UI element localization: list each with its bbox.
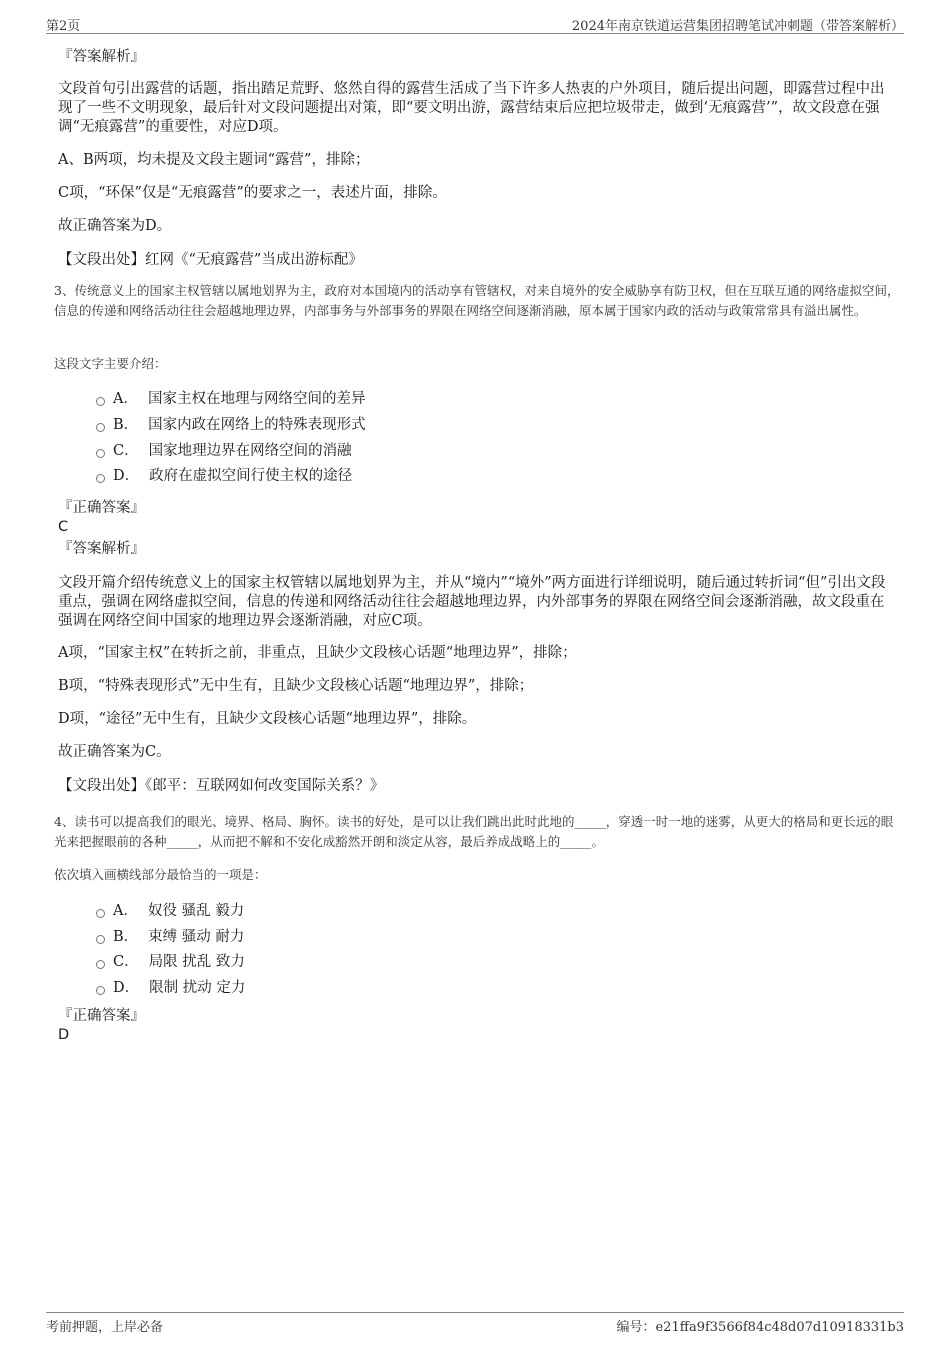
q3-prompt: 这段文字主要介绍： [54, 356, 167, 371]
q3-option-a[interactable] [96, 389, 365, 409]
q3-question: 3、传统意义上的国家主权管辖以属地划界为主，政府对本国境内的活动享有管辖权，对来自境外的安全威胁享有防卫权，但在互联互通的网络虚拟空间，信息的传递和网络活动往往会超越地理边界，内部事务与外部事务的界限在网络空间逐渐消融，原本属于国家内政的活动与政策常常具有溢出属性。 [54, 283, 900, 318]
radio-button-icon[interactable] [96, 474, 105, 483]
page-footer [46, 1312, 904, 1335]
option-text: 国家内政在网络上的特殊表现形式 [148, 417, 366, 433]
q3-conclusion: 故正确答案为C。 [58, 744, 171, 760]
q4-answer: D [58, 1027, 70, 1043]
option-text: 束缚 骚动 耐力 [148, 929, 245, 945]
q4-option-b[interactable] [96, 927, 244, 947]
q3-source: 【文段出处】《郎平：互联网如何改变国际关系？》 [58, 778, 385, 794]
radio-button-icon[interactable] [96, 449, 105, 458]
page-number: 第2页 [46, 19, 81, 34]
q3-option-d[interactable] [96, 466, 352, 486]
option-letter: B． [113, 417, 139, 433]
option-letter: B． [113, 929, 139, 945]
page-header [46, 13, 904, 34]
option-text: 政府在虚拟空间行使主权的途径 [149, 468, 353, 484]
q2-analysis-c: C项，“环保”仅是“无痕露营”的要求之一，表述片面，排除。 [58, 185, 447, 201]
q4-prompt: 依次填入画横线部分最恰当的一项是： [54, 867, 267, 882]
q4-option-d[interactable] [96, 978, 245, 998]
option-text: 奴役 骚乱 毅力 [147, 903, 245, 919]
option-text: 国家主权在地理与网络空间的差异 [147, 391, 366, 407]
document-title: 2024年南京铁道运营集团招聘笔试冲刺题（带答案解析） [571, 19, 904, 34]
radio-button-icon[interactable] [96, 986, 105, 995]
radio-button-icon[interactable] [96, 935, 105, 944]
option-text: 局限 扰乱 致力 [148, 954, 245, 970]
q3-option-b[interactable] [96, 415, 366, 435]
q3-analysis-b: B项，“特殊表现形式”无中生有，且缺少文段核心话题“地理边界”，排除； [58, 678, 534, 694]
q3-analysis-label: 『答案解析』 [58, 541, 145, 557]
option-letter: D． [113, 468, 140, 484]
option-letter: C． [113, 443, 139, 459]
radio-button-icon[interactable] [96, 397, 105, 406]
option-letter: A． [113, 903, 138, 919]
q3-answer-label: 『正确答案』 [58, 500, 145, 516]
option-letter: C． [113, 954, 139, 970]
radio-button-icon[interactable] [96, 423, 105, 432]
q4-answer-label: 『正确答案』 [58, 1008, 145, 1024]
q2-analysis-ab: A、B两项，均未提及文段主题词“露营”，排除； [58, 152, 370, 168]
radio-button-icon[interactable] [96, 909, 105, 918]
footer-slogan: 考前押题，上岸必备 [46, 1320, 164, 1335]
option-letter: A． [113, 391, 138, 407]
option-letter: D． [113, 980, 140, 996]
q2-analysis-label: 『答案解析』 [58, 49, 145, 65]
q3-answer: C [58, 519, 69, 535]
q2-analysis: 文段首句引出露营的话题，指出踏足荒野、悠然自得的露营生活成了当下许多人热衷的户外项目，随后提出问题，即露营过程中出现了一些不文明现象，最后针对文段问题提出对策，即“要文明出游，露营结束后应把垃圾带走，做到‘无痕露营’”，故文段意在强调“无痕露营”的重要性，对应D项。 [58, 81, 885, 135]
q3-analysis: 文段开篇介绍传统意义上的国家主权管辖以属地划界为主，并从“境内”“境外”两方面进行详细说明，随后通过转折词“但”引出文段重点，强调在网络虚拟空间，信息的传递和网络活动往往会超越地理边界，内外部事务的界限在网络空间会逐渐消融，故文段重在强调在网络空间中国家的地理边界会逐渐消融，对应C项。 [58, 575, 886, 629]
q3-analysis-d: D项，“途径”无中生有，且缺少文段核心话题“地理边界”，排除。 [58, 711, 477, 727]
option-text: 限制 扰动 定力 [149, 980, 246, 996]
q2-source: 【文段出处】红网《“无痕露营”当成出游标配》 [58, 252, 363, 268]
q3-analysis-a: A项，“国家主权”在转折之前，非重点，且缺少文段核心话题“地理边界”，排除； [58, 645, 577, 661]
q4-option-a[interactable] [96, 901, 244, 921]
radio-button-icon[interactable] [96, 960, 105, 969]
q3-option-c[interactable] [96, 441, 352, 461]
option-text: 国家地理边界在网络空间的消融 [148, 443, 352, 459]
q2-conclusion: 故正确答案为D。 [58, 218, 172, 234]
document-id: 编号：e21ffa9f3566f84c48d07d10918331b3 [616, 1320, 904, 1335]
q4-question: 4、读书可以提高我们的眼光、境界、格局、胸怀。读书的好处，是可以让我们跳出此时此地的_____，穿透一时一地的迷雾，从更大的格局和更长远的眼光来把握眼前的各种_____，从而把不解和不安化成豁然开朗和淡定从容，最后养成战略上的_____。 [54, 814, 894, 849]
q4-option-c[interactable] [96, 952, 245, 972]
